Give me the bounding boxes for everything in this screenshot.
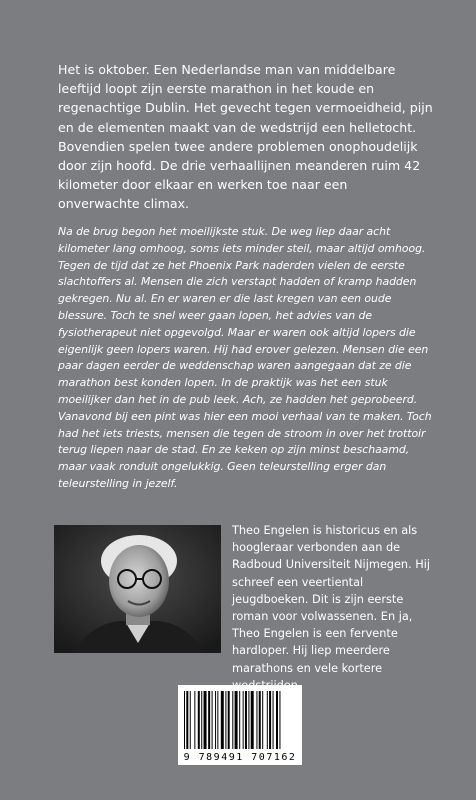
- author-portrait-image: [54, 525, 221, 653]
- book-excerpt: Na de brug begon het moeilijkste stuk. De weg liep daar acht kilometer lang omhoog, soms iets minder steil, maar altijd omhoog. Tegen de tijd dat ze het Phoenix Park naderden vielen de eerste slachtoffers al. Mensen die zich verstapt hadden of kramp hadden gekregen. Nu al. En er waren er die last kregen van een oude blessure. Toch te snel weer gaan lopen, het advies van de fysiotherapeut niet opgevolgd. Maar er waren ook altijd lopers die eigenlijk geen lopers waren. Hij had erover gelezen. Mensen die een paar dagen eerder de weddenschap waren aangegaan dat ze die marathon best konden lopen. In de praktijk was het een stuk moeilijker dan het in de pub leek. Ach, ze hadden het geprobeerd. Vanavond bij een pint was hier een mooi verhaal van te maken. Toch had het iets triests, mensen die tegen de stroom in over het trottoir terug liepen naar de stad. En ze keken op zijn minst beschaamd, maar vaak ronduit ongelukkig. Geen teleurstelling erger dan teleurstelling in jezelf.: [58, 225, 432, 490]
- author-photo: [54, 525, 221, 653]
- back-cover-blurb: Het is oktober. Een Nederlandse man van middelbare leeftijd loopt zijn eerste marathon in het koude en regenachtige Dublin. Het gevecht tegen vermoeidheid, pijn en de elementen maakt van de wedstrijd een helletocht. Bovendien spelen twee andere problemen onophoudelijk door zijn hoofd. De drie verhaallijnen meanderen ruim 42 kilometer door elkaar en werken toe naar een onverwachte climax.: [58, 62, 433, 212]
- isbn-number: 9 789491 707162: [183, 752, 297, 763]
- author-bio: Theo Engelen is historicus en als hoogleraar verbonden aan de Radboud Universiteit Nijmegen. Hij schreef een veertiental jeugdboeken. Dit is zijn eerste roman voor volwassenen. En ja, Theo Engelen is een fervente hardloper. Hij liep meerdere marathons en vele kortere: [232, 524, 431, 675]
- isbn-barcode: [178, 685, 302, 765]
